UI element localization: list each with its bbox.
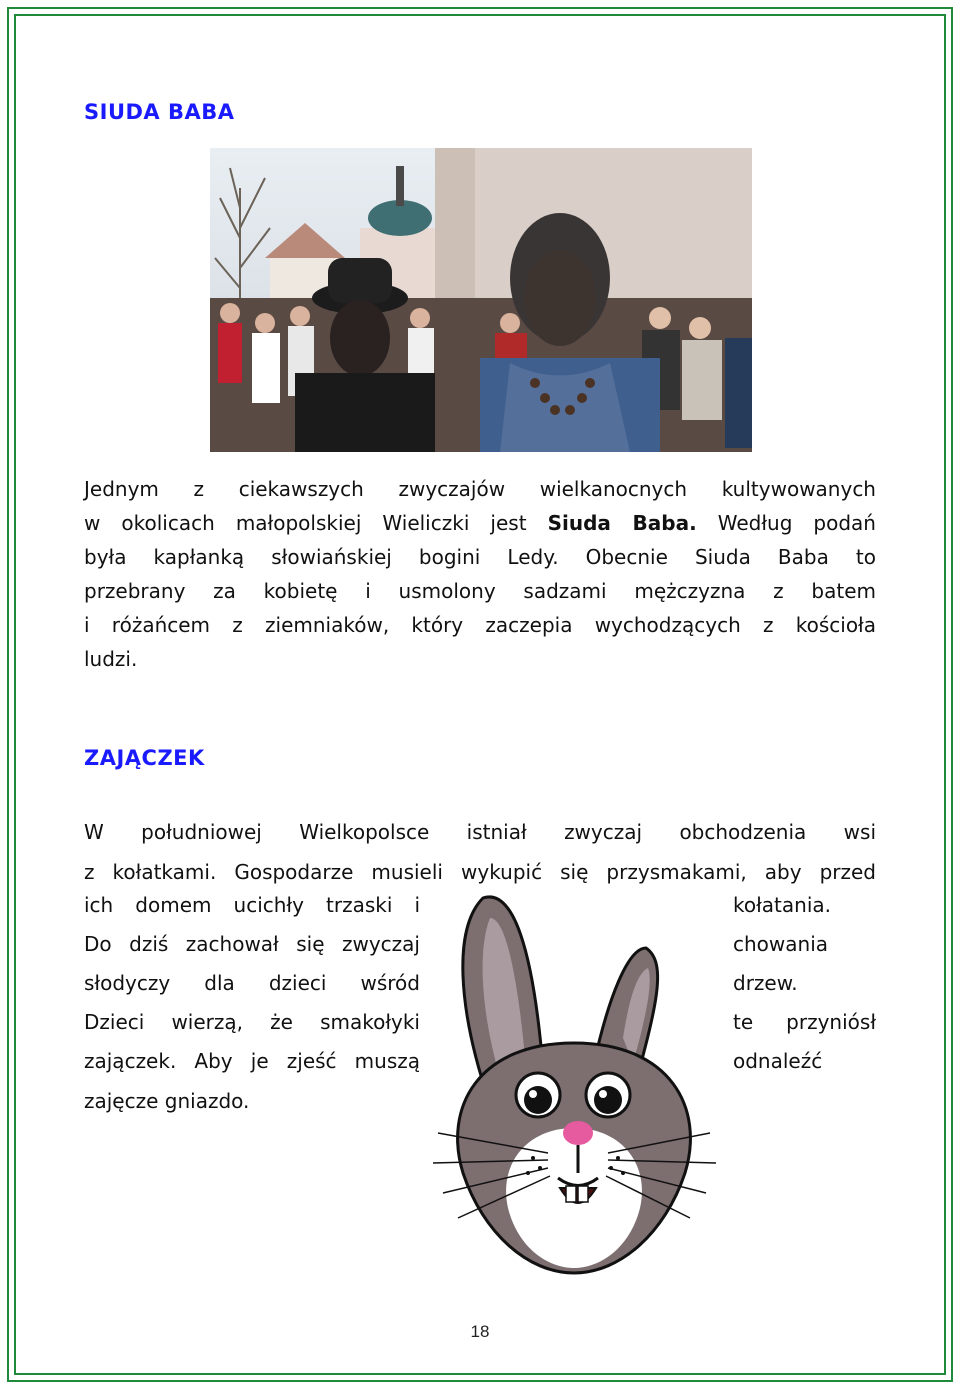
- text-line: W południowej Wielkopolsce istniał zwyczaj obchodzenia wsi: [84, 820, 876, 844]
- zajaczek-paragraph-top: [84, 812, 876, 892]
- text-line-left: zajęcze gniazdo.: [84, 1089, 250, 1113]
- text-line-right: kołatania.: [733, 893, 831, 917]
- text-line: Jednym z ciekawszych zwyczajów wielkanocnych kultywowanych: [84, 477, 876, 501]
- siuda-baba-photo: [210, 148, 752, 452]
- text-line-left: Do dziś zachował się zwyczaj: [84, 932, 420, 956]
- section-title-siuda-baba: SIUDA BABA: [84, 100, 235, 124]
- text-line: ludzi.: [84, 647, 138, 671]
- text-line-right: te przyniósł: [733, 1010, 876, 1034]
- siuda-baba-paragraph: [84, 472, 876, 676]
- text-line: w okolicach małopolskiej Wieliczki jest Siuda Baba. Według podań: [84, 511, 876, 535]
- text-line: była kapłanką słowiańskiej bogini Ledy. Obecnie Siuda Baba to: [84, 545, 876, 569]
- text-line-left: słodyczy dla dzieci wśród: [84, 971, 420, 995]
- text-line-right: chowania: [733, 932, 829, 956]
- text-line-left: zajączek. Aby je zjeść muszą: [84, 1049, 420, 1073]
- text-line-left: Dzieci wierzą, że smakołyki: [84, 1010, 420, 1034]
- text-line: z kołatkami. Gospodarze musieli wykupić się przysmakami, aby przed: [84, 860, 876, 884]
- text-line: i różańcem z ziemniaków, który zaczepia wychodzących z kościoła: [84, 613, 876, 637]
- text-line-left: ich domem ucichły trzaski i: [84, 893, 420, 917]
- bunny-illustration: [418, 888, 730, 1278]
- text-line: przebrany za kobietę i usmolony sadzami mężczyzna z batem: [84, 579, 876, 603]
- text-line-right: odnaleźć: [733, 1049, 823, 1073]
- text-line-right: drzew.: [733, 971, 798, 995]
- page-number: 18: [470, 1322, 490, 1341]
- section-title-zajaczek: ZAJĄCZEK: [84, 746, 205, 770]
